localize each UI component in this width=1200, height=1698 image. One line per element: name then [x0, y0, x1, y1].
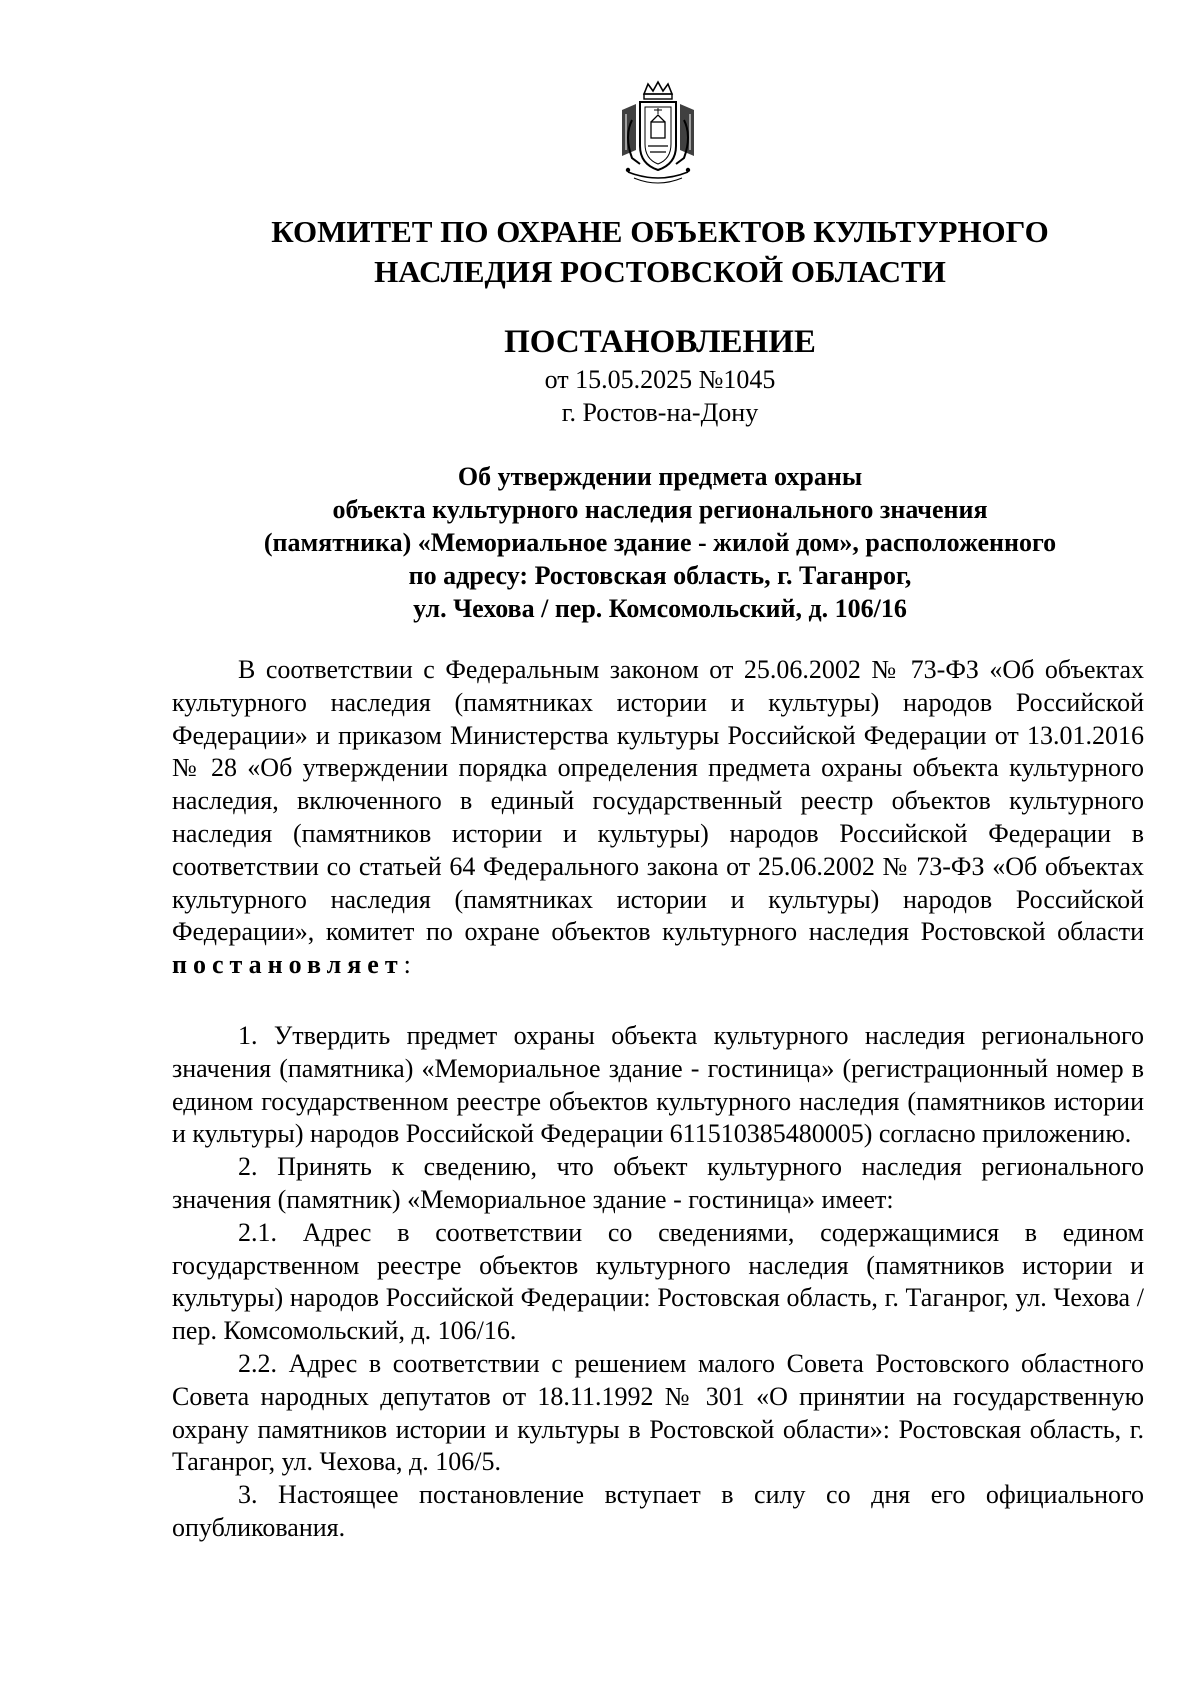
subject-line: объекта культурного наследия регионального значения — [332, 495, 988, 524]
document-date-number: от 15.05.2025 №1045 — [544, 365, 776, 394]
document-city: г. Ростов-на-Дону — [561, 398, 759, 427]
preamble-paragraph — [172, 654, 1144, 982]
item-2-1: 2.1. Адрес в соответствии со сведениями, содержащимися в едином государственном реестре объектов культурного наследия (памятников истории и культуры) народов Российской Федерации: Ростовская область, г. Таганрог, ул. Чехова / пер. Комсомольский, д. 106/16. — [172, 1217, 1144, 1346]
decree-items — [172, 1020, 1144, 1545]
subject-line: (памятника) «Мемориальное здание - жилой дом», расположенного — [263, 528, 1057, 557]
subject-line: Об утверждении предмета охраны — [457, 462, 863, 491]
item-1: 1. Утвердить предмет охраны объекта культурного наследия регионального значения (памятника) «Мемориальное здание - гостиница» (регистрационный номер в едином государственном реестре объектов культурного наследия (памятников истории и культуры) народов Российской Федерации 611510385480005) согласно приложению. — [172, 1021, 1144, 1149]
preamble-text: В соответствии с Федеральным законом от 25.06.2002 № 73-ФЗ «Об объектах культурного наследия (памятниках истории и культуры) народов Российской Федерации» и приказом Министерства культуры Российской Федерации от 13.01.2016 № 28 «Об утверждении порядка определения предмета охраны объекта культурного наследия, включенного в единый государственный реестр объектов культурного наследия (памятников истории и культуры) народов Российской Федерации в соответствии со статьей 64 Федерального закона от 25.06.2002 № 73-ФЗ «Об объектах культурного наследия (памятниках истории и культуры) народов Российской Федерации», комитет по охране объектов культурного наследия Ростовской области — [172, 655, 1144, 947]
item-3: 3. Настоящее постановление вступает в силу со дня его официального опубликования. — [172, 1480, 1144, 1542]
document-subject — [160, 460, 1160, 625]
organization-name-line2: НАСЛЕДИЯ РОСТОВСКОЙ ОБЛАСТИ — [374, 254, 946, 289]
item-2: 2. Принять к сведению, что объект культурного наследия регионального значения (памятник) «Мемориальное здание - гостиница» имеет: — [172, 1152, 1144, 1214]
document-type-title: ПОСТАНОВЛЕНИЕ — [504, 324, 816, 360]
subject-line: по адресу: Ростовская область, г. Таганрог, — [408, 561, 912, 590]
coat-of-arms-emblem-icon — [614, 80, 702, 188]
organization-name-line1: КОМИТЕТ ПО ОХРАНЕ ОБЪЕКТОВ КУЛЬТУРНОГО — [271, 214, 1049, 249]
item-2-2: 2.2. Адрес в соответствии с решением малого Совета Ростовского областного Совета народных депутатов от 18.11.1992 № 301 «О принятии на государственную охрану памятников истории и культуры в Ростовской области»: Ростовская область, г. Таганрог, ул. Чехова, д. 106/5. — [172, 1348, 1144, 1477]
subject-line: ул. Чехова / пер. Комсомольский, д. 106/16 — [413, 594, 907, 623]
preamble-tail: : — [403, 950, 411, 980]
decree-keyword: постановляет — [172, 950, 404, 980]
organization-name — [160, 212, 1160, 292]
